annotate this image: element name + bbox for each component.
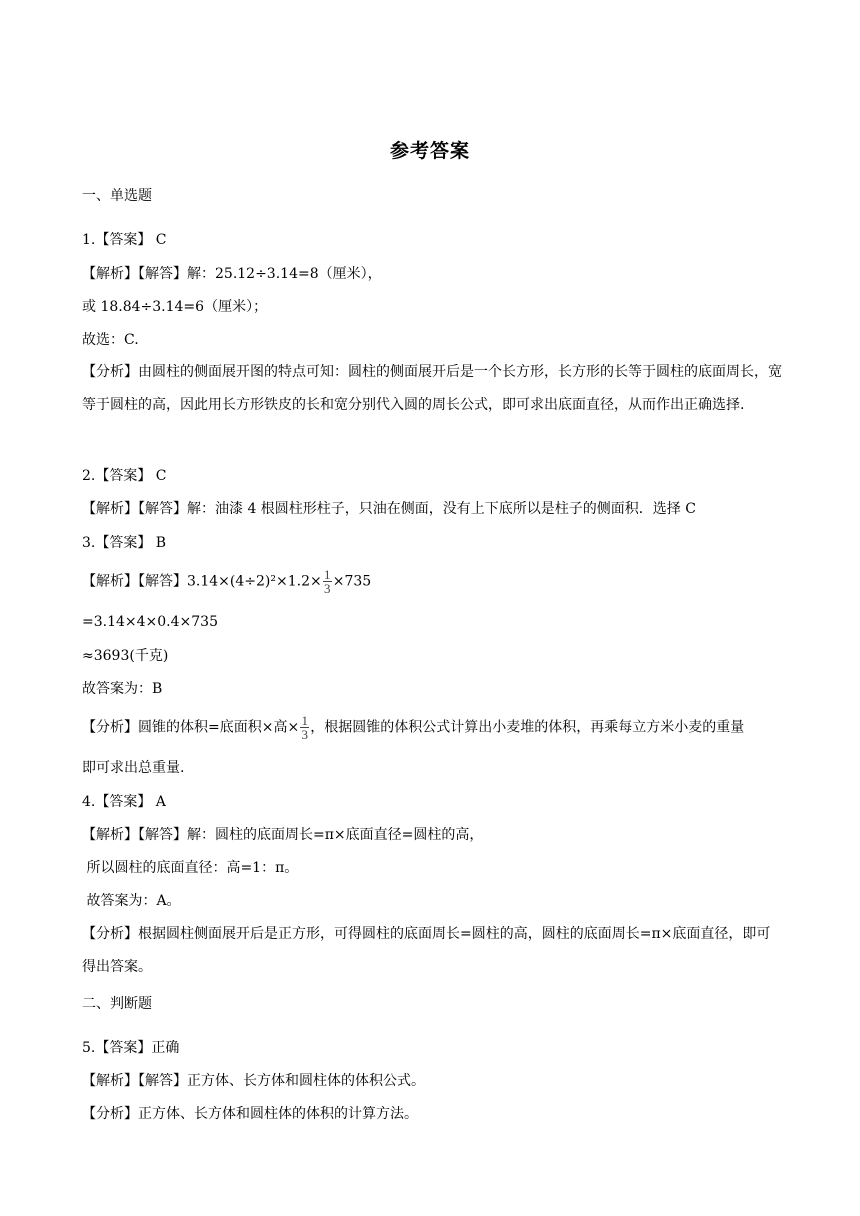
q3-explanation-line3: ≈3693(千克) <box>82 648 169 664</box>
q1-explanation-line3: 故选：C. <box>82 332 139 348</box>
q4-answer: 4.【答案】 A <box>82 794 166 810</box>
q3-analysis-suffix: ，根据圆锥的体积公式计算出小麦堆的体积，再乘每立方米小麦的重量 <box>310 719 745 736</box>
q3-analysis-line2: 即可求出总重量. <box>82 760 185 776</box>
q4-analysis: 【分析】根据圆柱侧面展开后是正方形，可得圆柱的底面周长=圆柱的高，圆柱的底面周长=π×底面直径，即可得出答案。 <box>82 926 771 975</box>
q3-formula-prefix: 【解析】【解答】3.14×(4÷2)²×1.2× <box>82 573 322 590</box>
q3-analysis-line1 <box>82 715 782 740</box>
q4-explanation-line3: 故答案为：A。 <box>82 893 181 909</box>
fraction-one-third <box>323 569 332 594</box>
q1-explanation-line2: 或 18.84÷3.14=6（厘米）； <box>82 299 268 315</box>
fraction-denominator: 3 <box>301 727 308 742</box>
q3-analysis-prefix: 【分析】圆锥的体积=底面积×高× <box>82 719 300 736</box>
q2-explanation: 【解析】【解答】解：油漆 4 根圆柱形柱子，只油在侧面，没有上下底所以是柱子的侧面积．选择 C <box>82 501 696 517</box>
fraction-one-third <box>300 715 309 740</box>
q3-answer: 3.【答案】 B <box>82 535 167 551</box>
q3-formula-suffix: ×735 <box>332 573 372 590</box>
q1-explanation-line1: 【解析】【解答】解：25.12÷3.14=8（厘米）， <box>82 266 382 282</box>
q3-explanation-line1 <box>82 569 782 594</box>
q3-explanation-line4: 故答案为：B <box>82 681 163 697</box>
q4-explanation-line2: 所以圆柱的底面直径：高=1：π。 <box>82 860 299 876</box>
fraction-numerator: 1 <box>323 567 331 582</box>
section-heading-single-choice: 一、单选题 <box>82 188 152 204</box>
q1-answer: 1.【答案】 C <box>82 232 167 248</box>
fraction-numerator: 1 <box>301 713 308 728</box>
q1-analysis: 【分析】由圆柱的侧面展开图的特点可知：圆柱的侧面展开后是一个长方形，长方形的长等于圆柱的底面周长，宽等于圆柱的高，因此用长方形铁皮的长和宽分别代入圆的周长公式，即可求出底面直径，从而作出正确选择. <box>82 364 782 413</box>
q3-explanation-line2: =3.14×4×0.4×735 <box>82 614 218 630</box>
q5-answer: 5.【答案】正确 <box>82 1040 180 1056</box>
q4-explanation-line1: 【解析】【解答】解：圆柱的底面周长=π×底面直径=圆柱的高， <box>82 827 484 843</box>
q5-analysis: 【分析】正方体、长方体和圆柱体的体积的计算方法。 <box>82 1106 418 1122</box>
fraction-denominator: 3 <box>323 581 331 596</box>
q5-explanation: 【解析】【解答】正方体、长方体和圆柱体的体积公式。 <box>82 1073 425 1089</box>
page-title: 参考答案 <box>389 140 470 162</box>
section-heading-true-false: 二、判断题 <box>82 996 152 1012</box>
q2-answer: 2.【答案】 C <box>82 468 167 484</box>
